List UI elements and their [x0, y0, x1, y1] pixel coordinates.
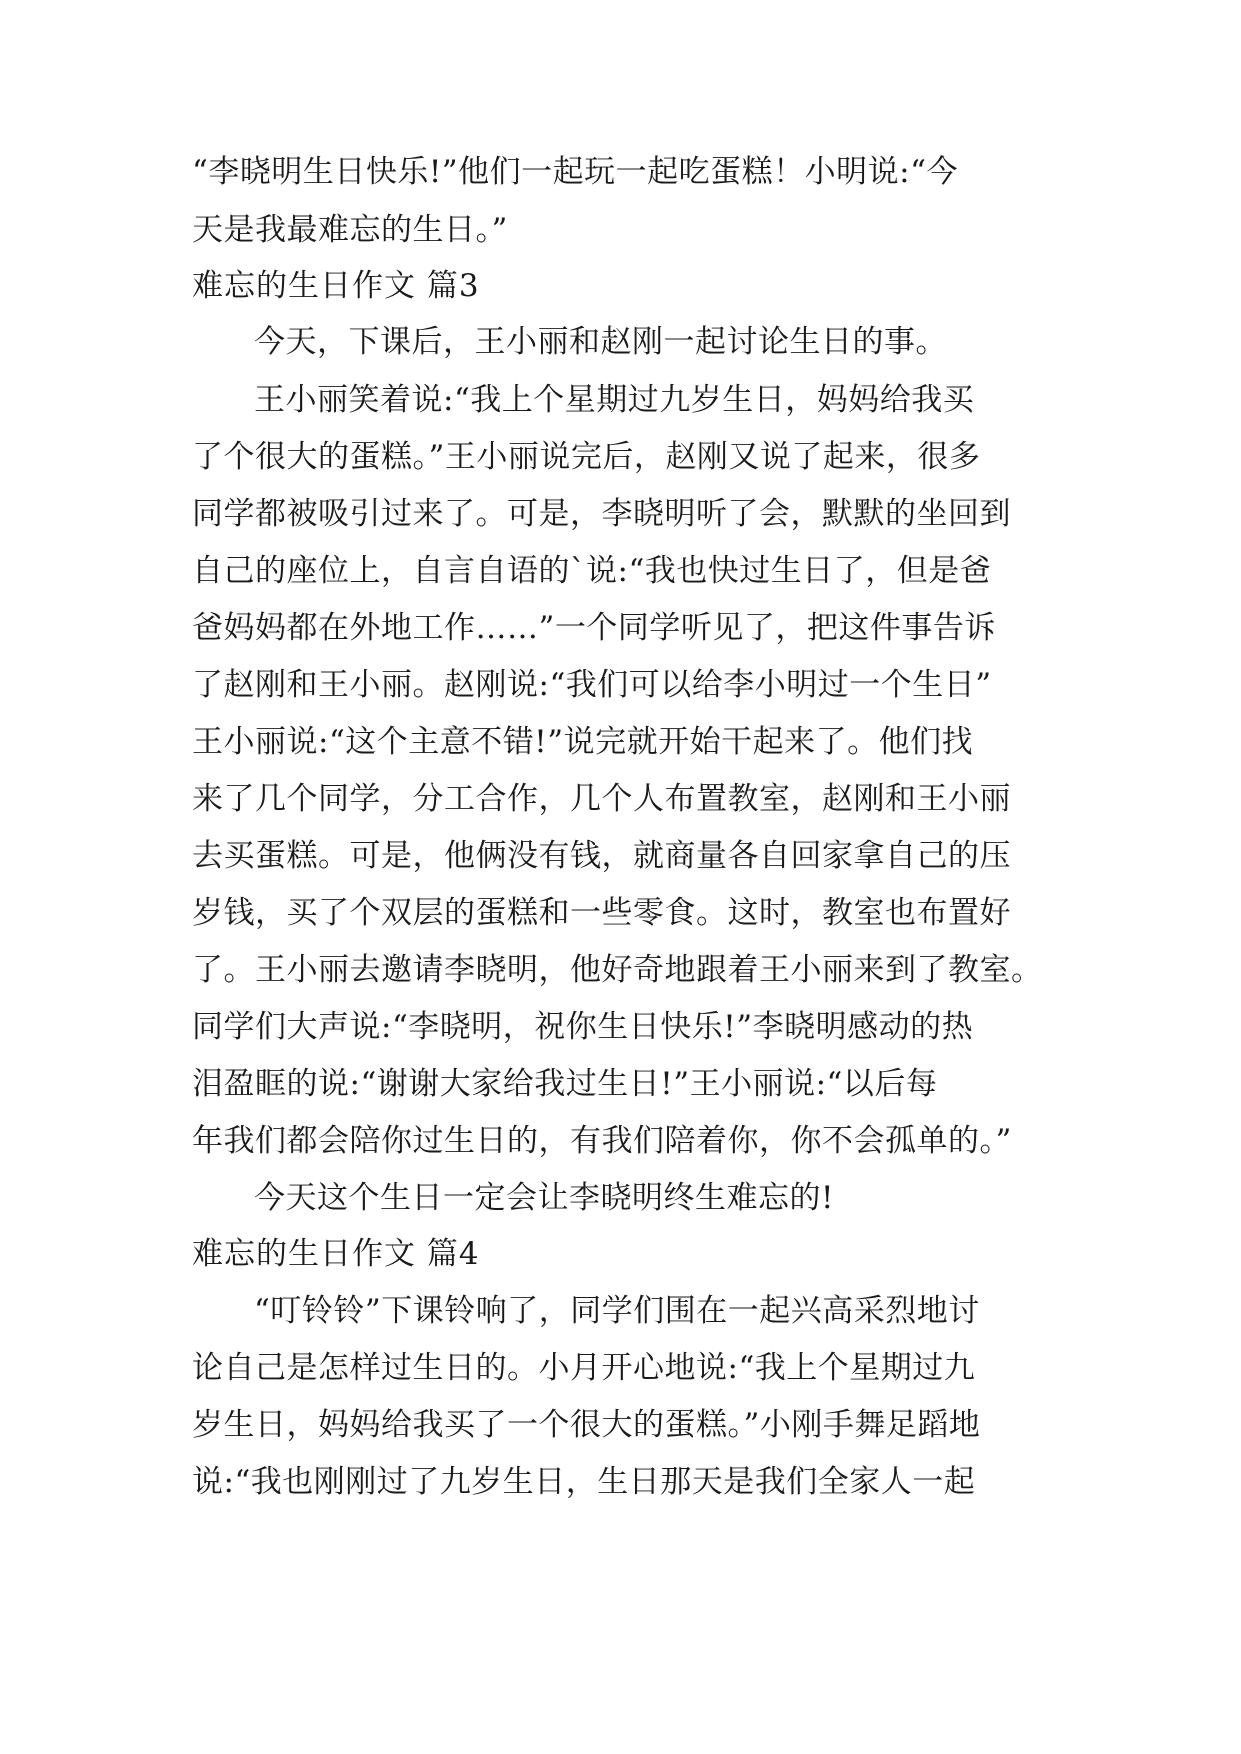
paragraph-line: 去买蛋糕。可是，他俩没有钱，就商量各自回家拿自己的压 [192, 838, 1011, 874]
section-heading: 难忘的生日作文 篇4 [192, 1236, 480, 1272]
paragraph-line: 泪盈眶的说:“谢谢大家给我过生日!”王小丽说:“以后每 [192, 1066, 938, 1102]
paragraph-line: 同学们大声说:“李晓明，祝你生日快乐!”李晓明感动的热 [192, 1009, 974, 1045]
paragraph-line: 年我们都会陪你过生日的，有我们陪着你，你不会孤单的。” [192, 1123, 1012, 1159]
paragraph-line: 今天这个生日一定会让李晓明终生难忘的! [254, 1180, 834, 1216]
paragraph-line: 自己的座位上，自言自语的`说:“我也快过生日了，但是爸 [192, 553, 992, 589]
paragraph-line: 王小丽笑着说:“我上个星期过九岁生日，妈妈给我买 [254, 382, 975, 418]
paragraph-line: “叮铃铃”下课铃响了，同学们围在一起兴高采烈地讨 [254, 1293, 980, 1329]
paragraph-line: 论自己是怎样过生日的。小月开心地说:“我上个星期过九 [192, 1350, 976, 1386]
paragraph-line: 岁钱，买了个双层的蛋糕和一些零食。这时，教室也布置好 [192, 895, 1011, 931]
paragraph-line: 了赵刚和王小丽。赵刚说:“我们可以给李小明过一个生日” [192, 667, 992, 703]
paragraph-line: 今天，下课后，王小丽和赵刚一起讨论生日的事。 [254, 324, 947, 360]
paragraph-line: 王小丽说:“这个主意不错!”说完就开始干起来了。他们找 [192, 724, 974, 760]
paragraph-line: 同学都被吸引过来了。可是，李晓明听了会，默默的坐回到 [192, 496, 1011, 532]
paragraph-line: “李晓明生日快乐!”他们一起玩一起吃蛋糕！小明说:“今 [192, 154, 958, 190]
paragraph-line: 了。王小丽去邀请李晓明，他好奇地跟着王小丽来到了教室。 [192, 952, 1043, 988]
paragraph-line: 天是我最难忘的生日。” [192, 212, 508, 248]
paragraph-line: 说:“我也刚刚过了九岁生日，生日那天是我们全家人一起 [192, 1464, 976, 1500]
paragraph-line: 爸妈妈都在外地工作……”一个同学听见了，把这件事告诉 [192, 610, 996, 646]
section-heading: 难忘的生日作文 篇3 [192, 268, 480, 304]
paragraph-line: 来了几个同学，分工合作，几个人布置教室，赵刚和王小丽 [192, 781, 1011, 817]
paragraph-line: 了个很大的蛋糕。”王小丽说完后，赵刚又说了起来，很多 [192, 439, 981, 475]
paragraph-line: 岁生日，妈妈给我买了一个很大的蛋糕。”小刚手舞足蹈地 [192, 1407, 981, 1443]
